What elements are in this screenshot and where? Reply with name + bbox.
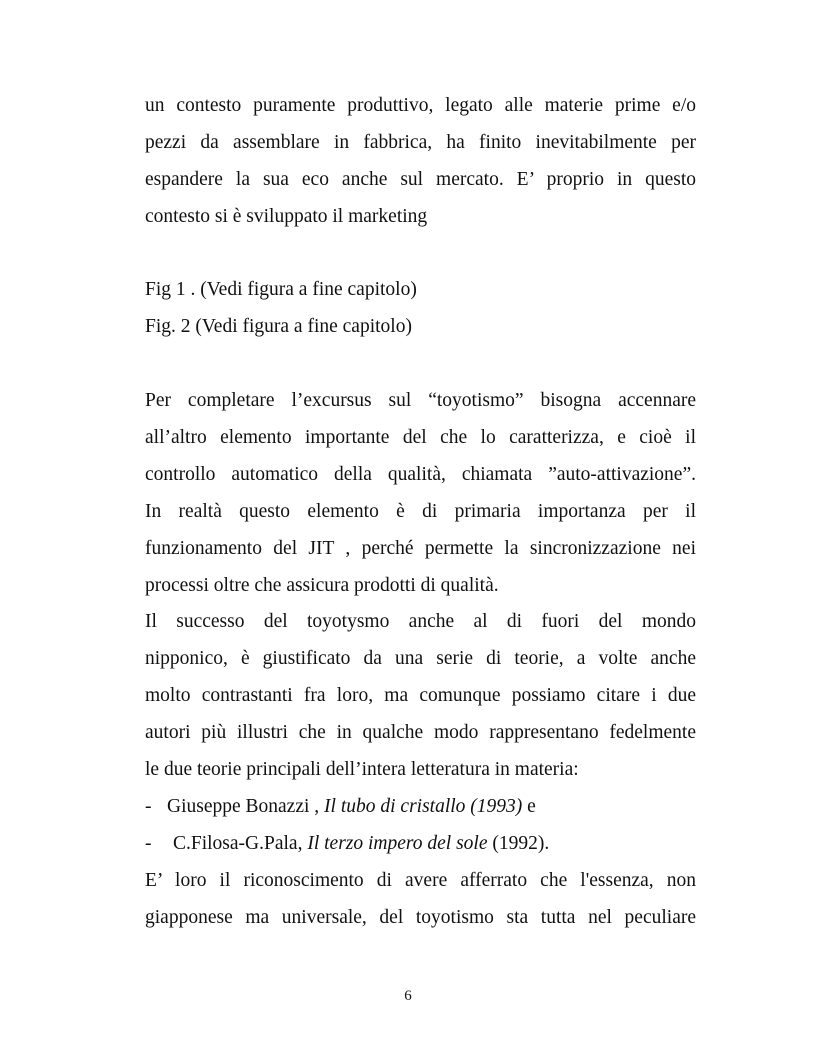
text-line: molto contrastanti fra loro, ma comunque possiamo citare i due	[145, 685, 696, 707]
text-line: giapponese ma universale, del toyotismo sta tutta nel peculiare	[145, 906, 696, 928]
reference-author: Giuseppe Bonazzi ,	[167, 795, 325, 817]
text-line: funzionamento del JIT , perché permette la sincronizzazione nei	[145, 537, 696, 559]
figure-1-reference: Fig 1 . (Vedi figura a fine capitolo)	[145, 279, 417, 301]
paragraph-4	[145, 863, 696, 937]
body-text	[145, 88, 696, 936]
text-line: processi oltre che assicura prodotti di qualità.	[145, 574, 499, 596]
figure-2-reference: Fig. 2 (Vedi figura a fine capitolo)	[145, 316, 412, 338]
text-line: un contesto puramente produttivo, legato alle materie prime e/o	[145, 95, 696, 116]
list-dash: -	[145, 832, 152, 854]
text-line: le due teorie principali dell’intera letteratura in materia:	[145, 759, 579, 781]
text-line: pezzi da assemblare in fabbrica, ha finito inevitabilmente per	[145, 131, 696, 153]
blank-line	[145, 346, 696, 383]
list-dash: -	[145, 795, 152, 817]
paragraph-3	[145, 604, 696, 788]
reference-suffix: e	[522, 795, 536, 817]
text-line: Per completare l’excursus sul “toyotismo” bisogna accennare	[145, 390, 696, 412]
figure-references	[145, 272, 696, 346]
text-line: autori più illustri che in qualche modo rappresentano fedelmente	[145, 722, 696, 744]
reference-item	[145, 826, 696, 863]
text-line: espandere la sua eco anche sul mercato. E’ proprio in questo	[145, 168, 696, 190]
text-line: contesto si è sviluppato il marketing	[145, 205, 428, 227]
text-line: all’altro elemento importante del che lo caratterizza, e cioè il	[145, 427, 696, 449]
reference-title: Il terzo impero del sole	[307, 832, 488, 854]
text-line: Il successo del toyotysmo anche al di fuori del mondo	[145, 611, 696, 633]
text-line: E’ loro il riconoscimento di avere afferrato che l'essenza, non	[145, 869, 696, 891]
text-line: nipponico, è giustificato da una serie di teorie, a volte anche	[145, 648, 696, 670]
page-number: 6	[404, 988, 412, 1004]
reference-suffix: (1992).	[487, 832, 550, 854]
reference-list	[145, 789, 696, 863]
text-line: controllo automatico della qualità, chiamata ”auto-attivazione”.	[145, 463, 696, 485]
blank-line	[145, 236, 696, 273]
paragraph-1	[145, 88, 696, 236]
text-line: In realtà questo elemento è di primaria importanza per il	[145, 500, 696, 522]
paragraph-2	[145, 383, 696, 604]
reference-item	[145, 789, 696, 826]
reference-author: C.Filosa-G.Pala,	[173, 832, 308, 854]
reference-title: Il tubo di cristallo (1993)	[324, 795, 523, 817]
